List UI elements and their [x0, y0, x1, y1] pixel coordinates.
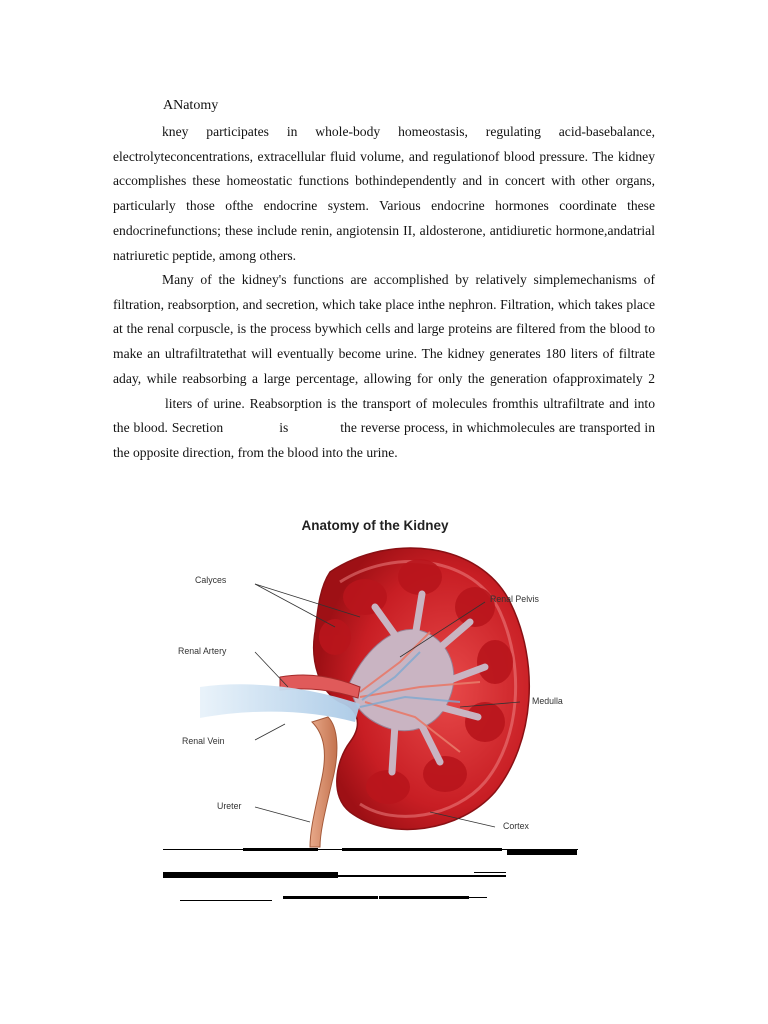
- label-calyces: Calyces: [195, 575, 227, 585]
- redaction-bar: [243, 848, 318, 851]
- paragraph-2-text-c: Secretion: [171, 420, 224, 436]
- paragraph-2-text-d: is: [279, 420, 289, 436]
- horizontal-rule: [180, 900, 272, 901]
- label-renal-pelvis: Renal Pelvis: [490, 594, 539, 604]
- label-ureter: Ureter: [217, 801, 242, 811]
- label-cortex: Cortex: [503, 821, 529, 831]
- paragraph-1: [113, 120, 655, 268]
- redaction-bar: [507, 849, 577, 855]
- paragraph-2: [113, 268, 655, 466]
- label-medulla: Medulla: [532, 696, 563, 706]
- redaction-bar: [283, 896, 378, 899]
- redaction-bar: [338, 875, 506, 877]
- horizontal-rule: [474, 872, 506, 873]
- paragraph-2-text-b: liters of urine. Reabsorption is the transport of molecules fromthis ultrafiltrate and into the blood.: [113, 395, 655, 436]
- section-heading: ANatomy: [163, 98, 219, 113]
- redaction-bar: [379, 896, 469, 899]
- kidney-anatomy-figure: [160, 512, 590, 852]
- label-renal-artery: Renal Artery: [178, 646, 227, 656]
- horizontal-rule: [469, 897, 487, 898]
- ureter-shape: [310, 717, 337, 847]
- redaction-bar: [163, 872, 338, 878]
- label-renal-vein: Renal Vein: [182, 736, 225, 746]
- paragraph-2-text-e: the reverse process, in whichmolecules are transported in the opposite direction, from the blood into the urine.: [113, 420, 656, 460]
- redaction-bar: [342, 848, 502, 851]
- figure-title: Anatomy of the Kidney: [301, 518, 449, 533]
- paragraph-2-text-a: Many of the kidney's functions are accomplished by relatively simplemechanisms of filtration, reabsorption, and secretion, which take place inthe nephron. Filtration, which takes place at the renal corpuscle, is the process bywhich cells and large proteins are filtered from the blood to make an ultrafiltratethat will eventually become urine. The kidney generates 180 liters of filtrate aday, while reabsorbing a large percentage, allowing for only the generation ofapproximately 2: [113, 272, 655, 386]
- paragraph-1-text: kney participates in whole-body homeostasis, regulating acid-basebalance, electrolyteconcentrations, extracellular fluid volume, and regulationof blood pressure. The kidney accomplishes these homeostatic functions bothindependently and in concert with other organs, particularly those ofthe endocrine system. Various endocrine hormones coordinate these endocrinefunctions; these include renin, angiotensin II, aldosterone, antidiuretic hormone,andatrial natriuretic peptide, among others.: [113, 124, 655, 263]
